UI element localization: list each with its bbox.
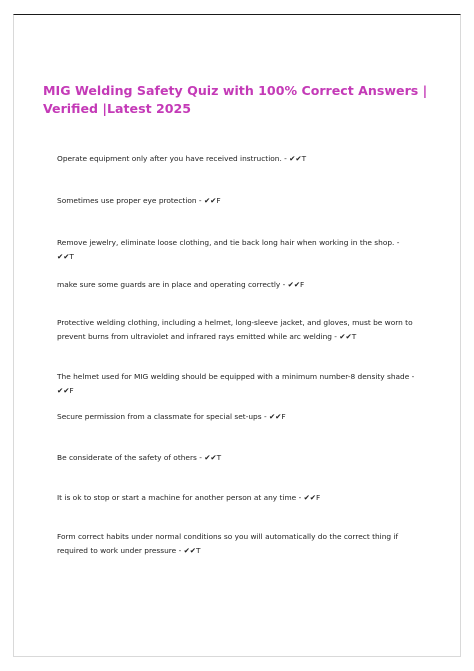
quiz-item: Sometimes use proper eye protection - ✔✔F (57, 196, 221, 205)
quiz-item: Secure permission from a classmate for special set-ups - ✔✔F (57, 412, 286, 421)
quiz-item: Operate equipment only after you have received instruction. - ✔✔T (57, 154, 307, 163)
quiz-item: Protective welding clothing, including a helmet, long-sleeve jacket, and gloves, must be worn to prevent burns from ultraviolet and infrared rays emitted while arc welding - ✔✔T (57, 318, 413, 341)
quiz-item: It is ok to stop or start a machine for another person at any time - ✔✔F (57, 493, 321, 502)
quiz-item: Form correct habits under normal conditions so you will automatically do the correct thing if required to work under pressure - ✔✔T (57, 532, 399, 555)
quiz-item: The helmet used for MIG welding should be equipped with a minimum number-8 density shade - ✔✔F (57, 372, 415, 395)
document-title: MIG Welding Safety Quiz with 100% Correct Answers | Verified |Latest 2025 (43, 83, 428, 116)
quiz-item: Be considerate of the safety of others - ✔✔T (57, 453, 222, 462)
quiz-item: make sure some guards are in place and operating correctly - ✔✔F (57, 280, 305, 289)
quiz-item: Remove jewelry, eliminate loose clothing, and tie back long hair when working in the shop. - ✔✔T (57, 238, 400, 261)
